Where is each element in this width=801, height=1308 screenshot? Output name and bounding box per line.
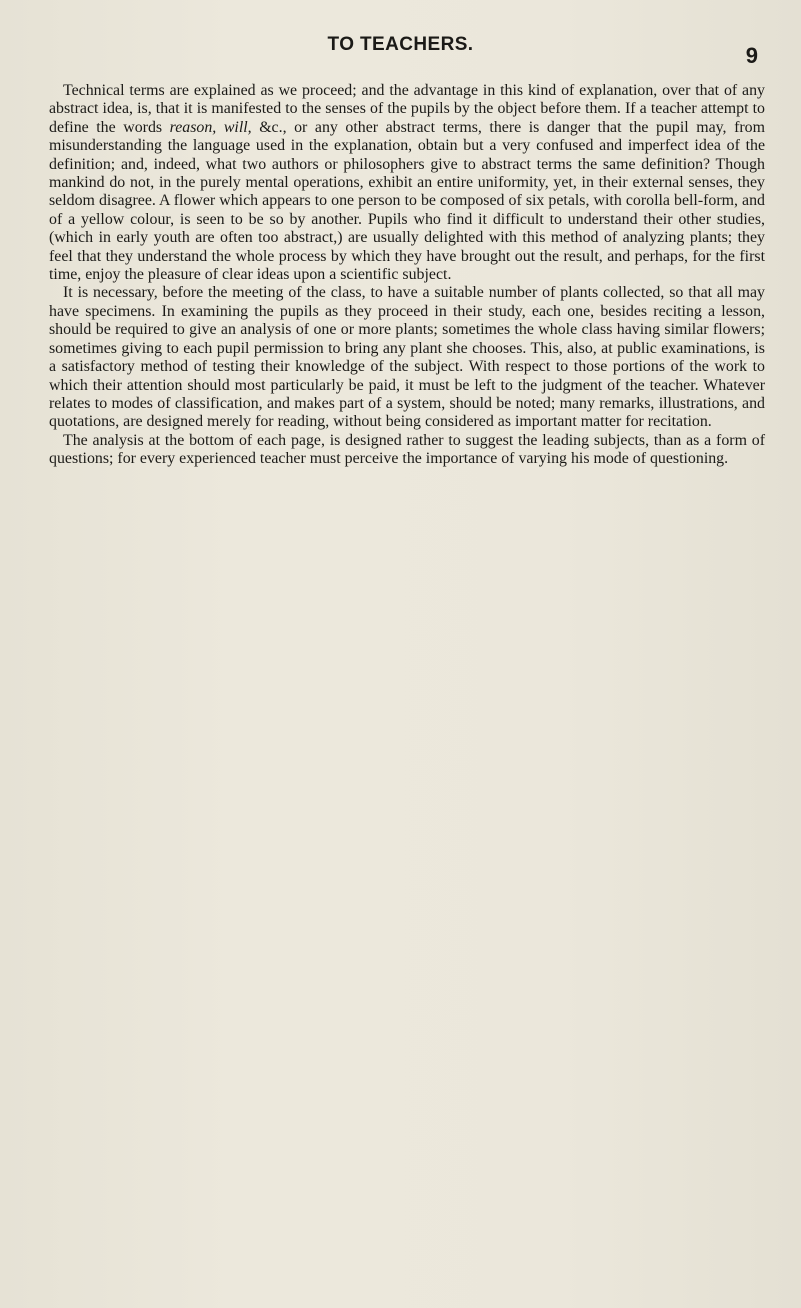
running-head [0, 34, 801, 66]
running-title: TO TEACHERS. [327, 34, 474, 55]
paragraph-3: The analysis at the bottom of each page, is designed rather to suggest the leading subjects, than as a form of questions; for every experienced teacher must perceive the importance of varying his mode of questioning. [49, 431, 765, 468]
paragraph-1 [49, 82, 765, 284]
page-number: 9 [745, 43, 758, 68]
body-text [49, 82, 765, 469]
paragraph-1-italic-terms: reason, will, [169, 118, 252, 136]
paragraph-2: It is necessary, before the meeting of the class, to have a suitable number of plants collected, so that all may have specimens. In examining the pupils as they proceed in their study, each one, besides reciting a lesson, should be required to give an analysis of one or more plants; sometimes the whole class having similar flowers; sometimes giving to each pupil permission to bring any plant she chooses. This, also, at public examinations, is a satisfactory method of testing their knowledge of the subject. With respect to those portions of the work to which their attention should most particularly be paid, it must be left to the judgment of the teacher. Whatever relates to modes of classification, and makes part of a system, should be noted; many remarks, illustrations, and quotations, are designed merely for reading, without being considered as important matter for recitation. [49, 284, 765, 431]
paragraph-1-part1: Technical terms are explained as we proceed; and the advantage in this kind of explanation, over that of any abstract idea, is, that it is manifested to the senses of the pupils by the object before them. If a teacher attempt to define the words [49, 82, 765, 136]
paragraph-1-part2: &c., or any other abstract terms, there is danger that the pupil may, from misunderstanding the language used in the explanation, obtain but a very confused and imperfect idea of the definition; and, indeed, what two authors or philosophers give to abstract terms the same definition? Though mankind do not, in the purely mental operations, exhibit an entire uniformity, yet, in their external senses, they seldom disagree. A flower which appears to one person to be composed of six petals, with corolla bell-form, and of a yellow colour, is seen to be so by another. Pupils who find it difficult to understand their other studies, (which in early youth are often too abstract,) are usually delighted with this method of analyzing plants; they feel that they understand the whole process by which they have brought out the result, and perhaps, for the first time, enjoy the pleasure of clear ideas upon a scientific subject. [49, 118, 765, 284]
